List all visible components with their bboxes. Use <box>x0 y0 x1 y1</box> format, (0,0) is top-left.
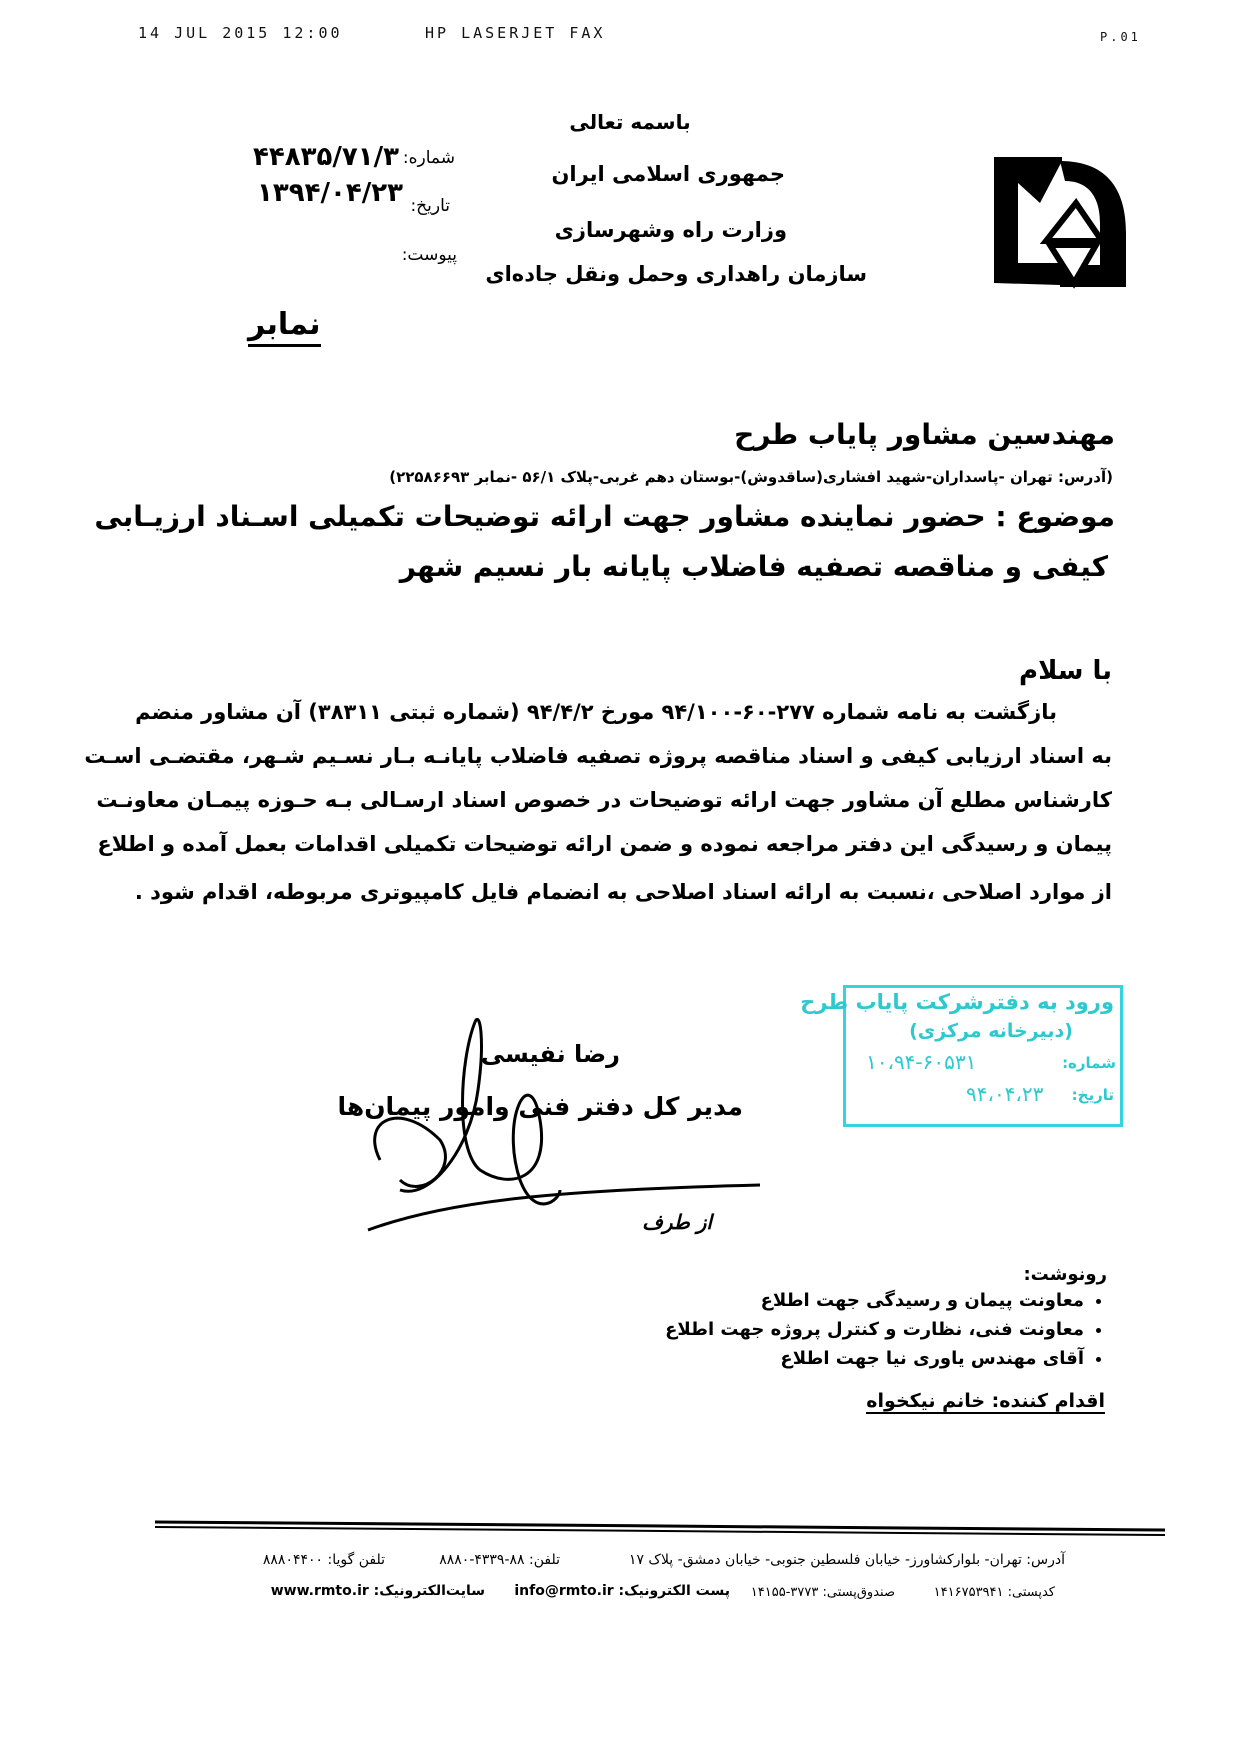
on-behalf-note: از طرف <box>642 1210 712 1234</box>
attachment-label: پیوست: <box>401 245 457 265</box>
letterhead-ministry: وزارت راه وشهرسازی <box>554 218 787 242</box>
footer-website[interactable]: سایت‌الکترونیک: www.rmto.ir <box>270 1583 485 1599</box>
document-type: نمابر <box>248 306 321 347</box>
body-line: بازگشت به نامه شماره ۲۷۷-۶۰-۹۴/۱۰۰ مورخ ۹۴/۴/۲ (شماره ثبتی ۳۸۳۱۱) آن مشاور منضم <box>135 700 1057 724</box>
date-value: ۱۳۹۴/۰۴/۲۳ <box>257 178 403 208</box>
stamp-number-value: ۱۰،۹۴-۶۰۵۳۱ <box>866 1050 977 1074</box>
cc-item: • معاونت پیمان و رسیدگی جهت اطلاع <box>665 1290 1084 1311</box>
footer-divider <box>155 1518 1165 1542</box>
received-stamp <box>800 985 1123 1127</box>
subject-line-1: موضوع : حضور نماینده مشاور جهت ارائه توضیحات تکمیلی اسـناد ارزیـابی <box>94 500 1115 533</box>
footer-postal-code: کدپستی: ۱۴۱۶۷۵۳۹۴۱ <box>933 1585 1055 1600</box>
signatory-name: رضا نفیسی <box>480 1040 620 1068</box>
subject-line-2: کیفی و مناقصه تصفیه فاضلاب پایانه بار نسیم شهر <box>399 550 1108 583</box>
rmto-logo <box>990 153 1130 291</box>
body-line: به اسناد ارزیابی کیفی و اسناد مناقصه پروژه تصفیه فاضلاب پایانـه بـار نسـیم شـهر، مقتضـی اسـت <box>84 744 1112 768</box>
fax-timestamp: 14 JUL 2015 12:00 <box>138 24 343 42</box>
footer-phone: تلفن: ۸۸-۴۳۳۹-۸۸۸۰ <box>439 1552 560 1568</box>
cc-item: • آقای مهندس یاوری نیا جهت اطلاع <box>665 1348 1084 1369</box>
signatory-title: مدیر کل دفتر فنی وامور پیمان‌ها <box>337 1092 743 1121</box>
cc-label: رونوشت: <box>1023 1264 1107 1285</box>
number-value: ۴۴۸۳۵/۷۱/۳ <box>253 142 399 172</box>
invocation: باسمه تعالی <box>569 110 691 134</box>
footer-address: آدرس: تهران- بلوارکشاورز- خیابان فلسطین جنوبی- خیابان دمشق- پلاک ۱۷ <box>628 1552 1065 1568</box>
stamp-date-label: تاریخ: <box>1071 1086 1114 1104</box>
action-by: اقدام کننده: خانم نیکخواه <box>866 1390 1105 1412</box>
footer-po-box: صندوق‌پستی: ۳۷۷۳-۱۴۱۵۵ <box>750 1585 895 1600</box>
fax-device: HP LASERJET FAX <box>425 24 606 42</box>
number-label: شماره: <box>402 148 455 168</box>
cc-item: • معاونت فنی، نظارت و کنترل پروژه جهت اطلاع <box>665 1319 1084 1340</box>
greeting: با سلام <box>1019 656 1112 686</box>
recipient-address: (آدرس: تهران -پاسداران-شهید افشاری(ساقدوش)-بوستان دهم غربی-پلاک ۵۶/۱ -نمابر ۲۲۵۸۶۶۹۳) <box>389 468 1113 486</box>
footer-email[interactable]: پست الکترونیک: info@rmto.ir <box>514 1583 730 1599</box>
date-label: تاریخ: <box>410 196 450 216</box>
cc-list <box>665 1290 1110 1377</box>
letterhead-country: جمهوری اسلامی ایران <box>551 162 785 186</box>
body-line: پیمان و رسیدگی این دفتر مراجعه نموده و ضمن ارائه توضیحات تکمیلی اقدامات بعمل آمده و اطلاع <box>97 832 1112 856</box>
footer-voice-phone: تلفن گویا: ۸۸۸۰۴۴۰۰ <box>262 1552 385 1568</box>
handwritten-signature <box>360 1000 760 1240</box>
body-line: کارشناس مطلع آن مشاور جهت ارائه توضیحات در خصوص اسناد ارسـالی بـه حـوزه پیمـان معاونـت <box>96 788 1112 812</box>
body-line: از موارد اصلاحی ،نسبت به ارائه اسناد اصلاحی به انضمام فایل کامپیوتری مربوطه، اقدام شود . <box>134 880 1112 904</box>
letterhead-organization: سازمان راهداری وحمل ونقل جاده‌ای <box>485 262 867 286</box>
recipient-name: مهندسین مشاور پایاب طرح <box>734 418 1115 451</box>
fax-page: P.01 <box>1100 30 1141 44</box>
stamp-title: ورود به دفترشرکت پایاب طرح <box>800 990 1114 1014</box>
stamp-number-label: شماره: <box>1062 1054 1116 1072</box>
stamp-subtitle: (دبیرخانه مرکزی) <box>909 1020 1073 1042</box>
stamp-date-value: ۹۴،۰۴،۲۳ <box>966 1082 1044 1106</box>
